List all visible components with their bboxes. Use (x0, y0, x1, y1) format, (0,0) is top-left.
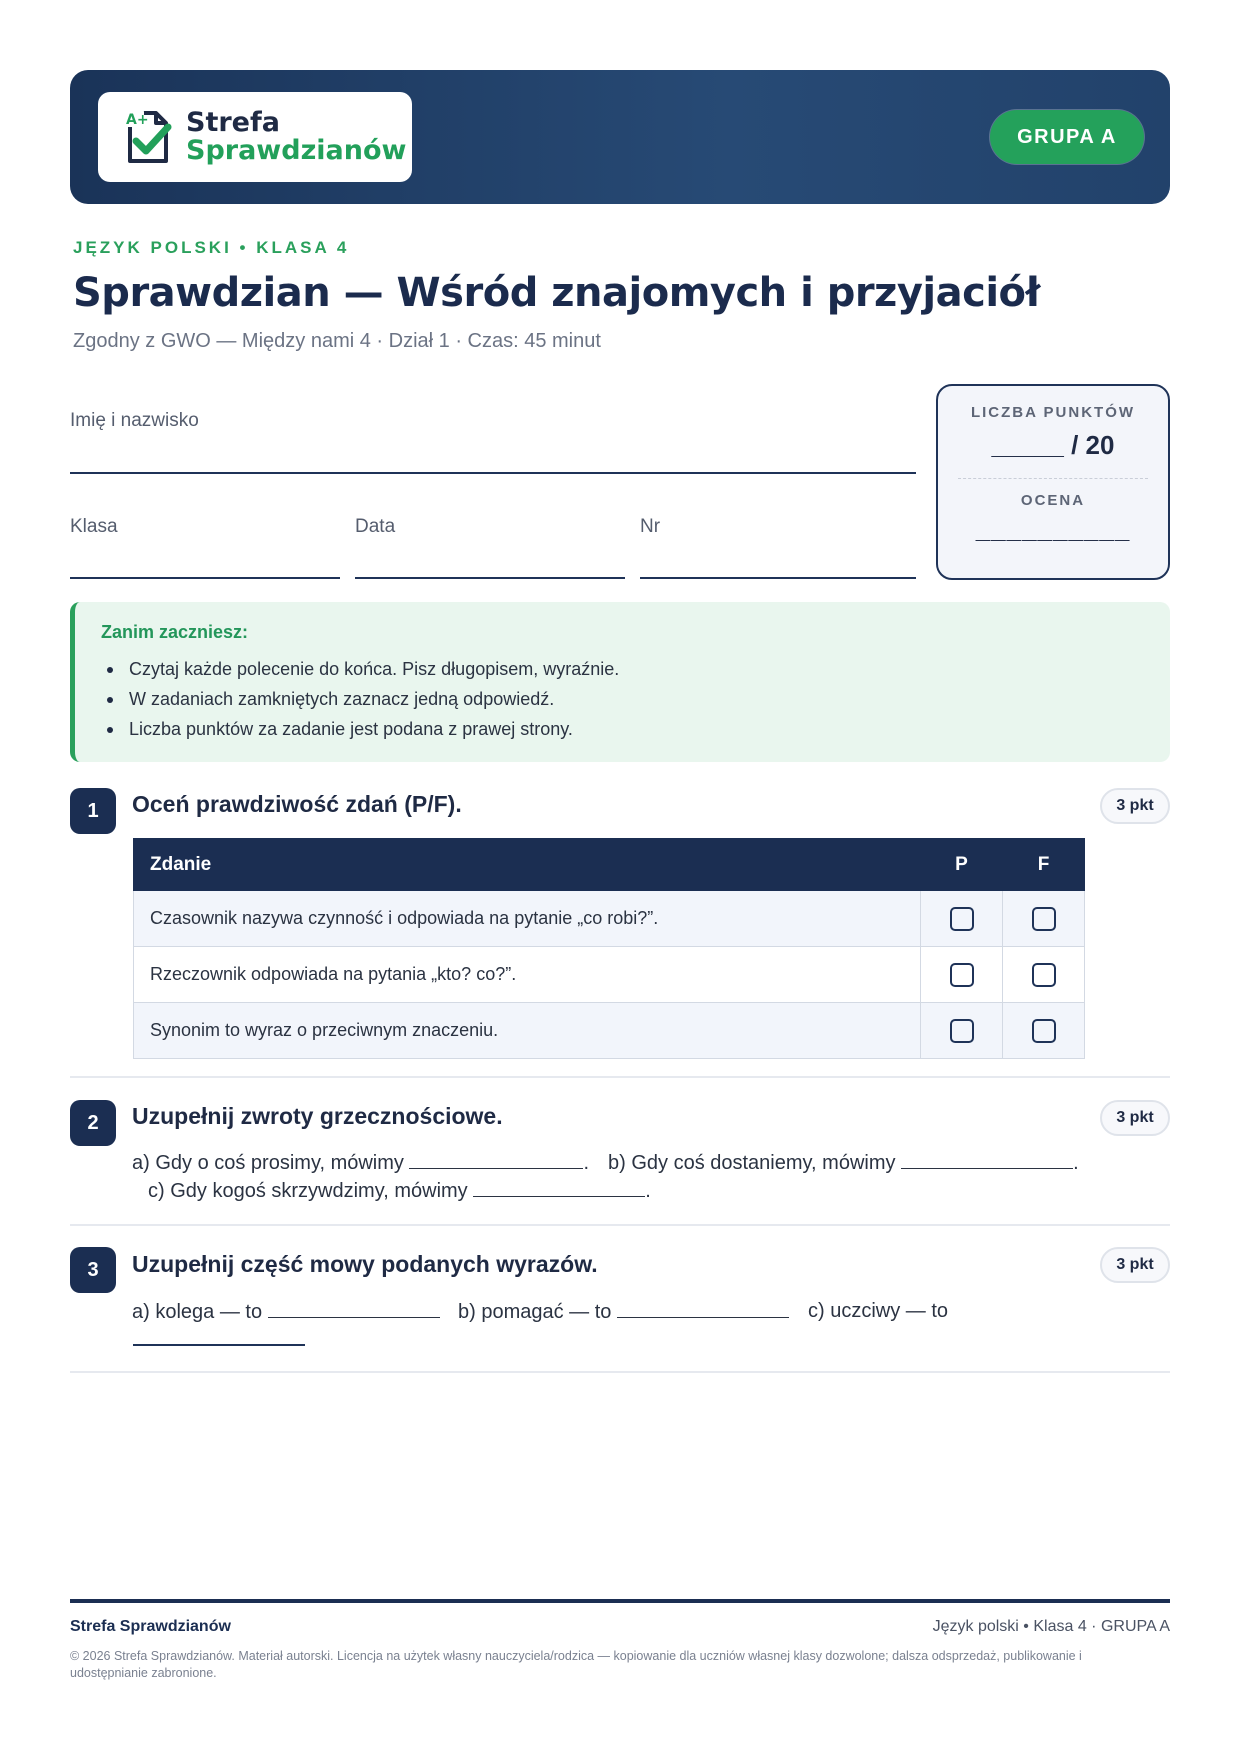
points-badge: 3 pkt (1100, 788, 1170, 824)
false-checkbox[interactable] (1032, 963, 1056, 987)
table-row (134, 1003, 1085, 1059)
instructions-title: Zanim zaczniesz: (101, 622, 249, 642)
list-item: W zadaniach zamkniętych zaznacz jedną odpowiedź. (103, 684, 619, 714)
false-checkbox[interactable] (1032, 1019, 1056, 1043)
true-checkbox[interactable] (950, 963, 974, 987)
class-field[interactable] (70, 577, 340, 579)
points-value[interactable]: _____ / 20 (991, 430, 1115, 460)
answer-blank[interactable] (901, 1151, 1073, 1169)
table-row (134, 891, 1085, 947)
blank-prompt: c) Gdy kogoś skrzywdzimy, mówimy (148, 1180, 468, 1202)
footer-info: Język polski • Klasa 4 · GRUPA A (932, 1618, 1170, 1635)
date-field[interactable] (355, 577, 625, 579)
answer-blank[interactable] (268, 1300, 440, 1318)
blank-prompt: a) Gdy o coś prosimy, mówimy (132, 1152, 404, 1174)
points-badge: 3 pkt (1100, 1100, 1170, 1136)
task-title: Uzupełnij zwroty grzecznościowe. (132, 1103, 503, 1129)
logo-line2: Sprawdzianów (186, 135, 407, 166)
date-label: Data (355, 516, 396, 537)
page-subtitle: Zgodny z GWO — Między nami 4 · Dział 1 · Czas: 45 minut (73, 330, 601, 352)
blank-prompt: b) pomagać — to (458, 1301, 612, 1323)
name-label: Imię i nazwisko (70, 410, 199, 431)
blank-prompt: c) uczciwy — to (808, 1300, 949, 1322)
list-item: Liczba punktów za zadanie jest podana z prawej strony. (103, 714, 619, 744)
logo (98, 92, 412, 182)
answer-blank[interactable] (617, 1300, 789, 1318)
column-header: P (921, 839, 1003, 891)
footer-legal: © 2026 Strefa Sprawdzianów. Materiał autorski. Licencja na użytek własny nauczyciela/rodzica — kopiowanie dla uczniów własnej klasy dozwolone; dalsza odsprzedaż, publikowanie i udostępnianie zabronione. (70, 1649, 1082, 1680)
nr-label: Nr (640, 516, 661, 537)
statement: Rzeczownik odpowiada na pytania „kto? co?”. (134, 947, 921, 1003)
true-checkbox[interactable] (950, 1019, 974, 1043)
answer-blank[interactable] (409, 1151, 583, 1169)
score-box (936, 384, 1170, 580)
true-false-table (133, 838, 1085, 1059)
header-banner (70, 70, 1170, 204)
statement: Czasownik nazywa czynność i odpowiada na pytanie „co robi?”. (134, 891, 921, 947)
separator (70, 1371, 1170, 1373)
column-header: F (1003, 839, 1085, 891)
task-number: 2 (70, 1100, 116, 1146)
blank-prompt: a) kolega — to (132, 1301, 263, 1323)
true-checkbox[interactable] (950, 907, 974, 931)
instructions-list (103, 654, 619, 744)
instructions-box (70, 602, 1170, 762)
page-title: Sprawdzian — Wśród znajomych i przyjaciół (73, 270, 1040, 316)
points-badge: 3 pkt (1100, 1247, 1170, 1283)
logo-line1: Strefa (186, 107, 280, 138)
task-title: Uzupełnij część mowy podanych wyrazów. (132, 1251, 598, 1277)
footer-rule (70, 1599, 1170, 1603)
false-checkbox[interactable] (1032, 907, 1056, 931)
blank-prompt: b) Gdy coś dostaniemy, mówimy (608, 1152, 896, 1174)
checklist-icon (120, 107, 178, 167)
separator (70, 1224, 1170, 1226)
svg-text:A+: A+ (126, 112, 149, 128)
nr-field[interactable] (640, 577, 916, 579)
statement: Synonim to wyraz o przeciwnym znaczeniu. (134, 1003, 921, 1059)
answer-blank[interactable] (473, 1179, 645, 1197)
name-field[interactable] (70, 472, 916, 474)
group-badge: GRUPA A (990, 110, 1144, 164)
grade-value[interactable]: __________ (975, 514, 1131, 544)
table-row (134, 947, 1085, 1003)
task-title: Oceń prawdziwość zdań (P/F). (132, 791, 462, 817)
task-number: 3 (70, 1247, 116, 1293)
divider (958, 478, 1148, 479)
separator (70, 1076, 1170, 1078)
points-label: LICZBA PUNKTÓW (970, 404, 1136, 421)
footer-brand: Strefa Sprawdzianów (70, 1618, 231, 1635)
subject-label: JĘZYK POLSKI • KLASA 4 (73, 238, 350, 257)
grade-label: OCENA (1020, 492, 1086, 509)
task-number: 1 (70, 788, 116, 834)
column-header: Zdanie (134, 839, 921, 891)
list-item: Czytaj każde polecenie do końca. Pisz długopisem, wyraźnie. (103, 654, 619, 684)
answer-blank[interactable] (133, 1344, 305, 1346)
class-label: Klasa (70, 516, 118, 537)
